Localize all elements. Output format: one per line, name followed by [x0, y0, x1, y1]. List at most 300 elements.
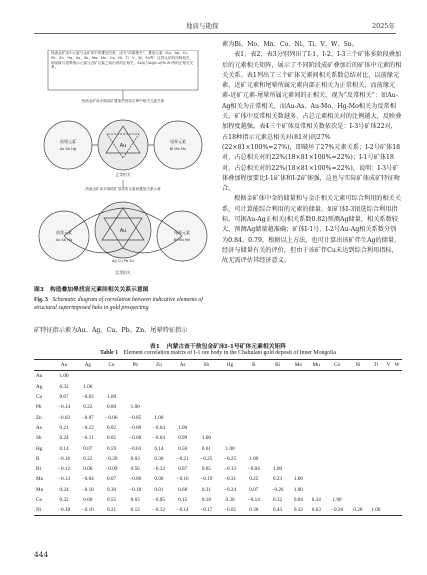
table-cell	[325, 392, 349, 402]
table-row	[34, 423, 402, 433]
table-cell	[385, 423, 392, 433]
tail-label-upper: 尾晕元素	[170, 139, 186, 144]
table-cell: −0.04	[152, 424, 165, 431]
row-label: Cu	[36, 394, 43, 401]
table-cell	[367, 495, 385, 505]
table-cell	[349, 423, 367, 433]
table-cell	[218, 392, 242, 402]
table-cell	[123, 382, 147, 392]
table-cell	[349, 495, 367, 505]
table-cell	[242, 382, 266, 392]
table-cell: −0.18	[52, 505, 76, 516]
table-cell	[307, 454, 325, 464]
column-header	[34, 360, 52, 371]
table-cell: 0.63	[307, 505, 325, 516]
table-cell	[266, 382, 290, 392]
table-cell	[349, 371, 367, 382]
table-cell	[325, 433, 349, 443]
table-cell	[171, 382, 195, 392]
table-cell: 0.00	[154, 476, 164, 483]
table-cell: 0.03	[130, 497, 140, 503]
right-paragraph-3: 根据金矿体中金的储量和与金正相关元素可综合利用的相关关系，可计算能综合利用的元素的储量。如矿体I-3银选综合利用指标，可据Au-Ag正相关(相关系数0.82)预测Ag储量，相关系数较大，预测Ag储量越准确；矿体I-1号、I-2号Au-Ag相关系数分别为0.84、0.79，根据以上方法，也可计算出该矿伴生Ag的储量。经济与储量有关的评价，但由于该矿伴Cu未达到综合利用指标，故无需评估其经济意义。	[222, 195, 402, 265]
table-cell	[349, 474, 367, 484]
table-cell	[385, 464, 392, 474]
table-cell: −0.12	[81, 424, 94, 431]
front-elements-upper: As Sb Hg	[59, 147, 77, 151]
table-cell	[367, 443, 385, 453]
column-header: Zn	[147, 360, 171, 371]
table-cell	[307, 402, 325, 412]
table-cell	[349, 485, 367, 495]
table-cell: −0.05	[152, 497, 165, 503]
table-cell	[385, 474, 392, 484]
column-header: W	[392, 360, 402, 371]
table-cell	[367, 371, 385, 382]
table-cell	[307, 382, 325, 392]
table-cell: 0.04	[293, 497, 303, 503]
table-cell: 0.00	[106, 404, 117, 411]
table-cell: 0.03	[130, 455, 140, 462]
table-cell	[242, 443, 266, 453]
table-cell: −0.05	[129, 414, 142, 421]
table-cell	[171, 412, 195, 422]
table-cell	[218, 371, 242, 382]
table-cell	[367, 474, 385, 484]
table-caption-cn	[34, 341, 402, 350]
table-cell	[289, 402, 307, 412]
table-cell	[195, 402, 219, 412]
row-label: Bi	[36, 466, 41, 473]
table-title-cn: 内蒙古查干敖包金矿床I-1号矿体元素相关矩阵	[166, 344, 287, 350]
upper-caption: 热液金矿床多期成矿叠加后的原生晕中相关元素关系	[81, 99, 165, 103]
table-cell	[76, 371, 100, 382]
table-cell	[307, 433, 325, 443]
table-cell	[385, 433, 392, 443]
table-cell	[325, 443, 349, 453]
column-header: Sb	[195, 360, 219, 371]
table-cell	[266, 392, 290, 402]
table-row	[34, 485, 402, 495]
table-row	[34, 454, 402, 464]
table-cell	[385, 443, 392, 453]
correlation-matrix-table	[34, 359, 402, 516]
table-cell	[392, 433, 402, 443]
table-cell: 0.31	[201, 486, 211, 493]
table-cell	[195, 382, 219, 392]
table-row	[34, 495, 402, 505]
table-row	[34, 402, 402, 412]
column-header: Ti	[367, 360, 385, 371]
figure-label-cn: 图3	[34, 287, 44, 293]
table-caption-en	[34, 350, 402, 356]
table-cell: 0.24	[59, 435, 69, 442]
row-label: B	[36, 455, 40, 462]
table-row	[34, 412, 402, 422]
table-cell: −0.08	[129, 424, 142, 431]
table-cell	[100, 371, 124, 382]
table-cell	[289, 392, 307, 402]
column-header: Mn	[307, 360, 325, 371]
table-cell: −0.10	[76, 505, 100, 516]
table-cell: −0.18	[129, 486, 142, 493]
table-cell	[392, 412, 402, 422]
table-cell: 0.12	[123, 505, 147, 516]
row-label: Mo	[36, 476, 44, 483]
table-cell	[123, 392, 147, 402]
table-cell: 1.00	[178, 424, 188, 431]
table-cell: 1.00	[59, 373, 69, 380]
table-cell	[242, 433, 266, 443]
table-cell: 0.24	[59, 486, 69, 493]
table-cell: −0.20	[105, 455, 118, 462]
table-cell	[307, 371, 325, 382]
tail-elements-upper: Bi Mo Mn	[169, 147, 187, 151]
table-cell	[349, 443, 367, 453]
column-header: V	[385, 360, 392, 371]
header-rule	[34, 33, 396, 34]
table-label-cn: 表1	[149, 344, 160, 350]
table-cell: 0.32	[289, 505, 307, 516]
row-label: Zn	[36, 414, 42, 421]
column-header: Co	[325, 360, 349, 371]
right-column	[222, 40, 402, 267]
table-cell	[325, 412, 349, 422]
table-cell: 0.02	[106, 424, 117, 431]
table-cell: 0.18	[201, 497, 211, 503]
table-cell	[242, 402, 266, 412]
table-cell	[367, 402, 385, 412]
column-header: B	[242, 360, 266, 371]
row-label: As	[36, 424, 42, 431]
table-header-row	[34, 360, 402, 371]
tail-elements-lower: Bi Mo Mn	[173, 238, 191, 242]
right-paragraph-2: 表1、表2、表3分别列出了I-1、I-2、I-3三个矿体多阶段叠加后的元素相关矩阵，展示了不同阶段成矿叠加后的矿体中元素的相关关系。表1列出了三个矿体元素间相关系数总结对比，以前缘元素、近矿元素和尾晕所属元素内部正相关为正常相关，而前缘元素-近矿元素-尾晕所属元素间的正相关，视为“反常相关”：如Au-Ag相关为正常相关，而Au-As、Au-Mo、Hg-Mo相关为反常相关，矿体中反常相关数越多，占总元素相关对的比例越大，反映叠加程度越强。表4三个矿体反常相关数依次是：I-3号矿体22对，占18种指示元素总相关对(81对)的27%(22×81×100%=27%)，即破坏了27%元素关系；I-2号矿体18对，占总相关对的22%(18×81×100%=22%)；I-1号矿体18对，占总相关对的22%(18×81×100%=22%)，说明：I-3号矿体叠加程度要比I-1矿体和I-2矿体强，这也与实际矿体成矿特征吻合。	[222, 51, 402, 193]
table-cell: 1.00	[154, 414, 164, 421]
table-cell	[218, 382, 242, 392]
column-header: Pb	[123, 360, 147, 371]
table-cell: −0.16	[176, 476, 189, 483]
upper-title: 正常相关	[115, 172, 131, 177]
table-cell: −0.12	[147, 505, 171, 516]
journal-year: 2025年	[372, 22, 396, 30]
table-row	[34, 433, 402, 443]
row-label: Sb	[36, 435, 42, 442]
table-cell	[242, 371, 266, 382]
center-au-lower: Au	[119, 228, 127, 234]
table-cell: 0.05	[106, 435, 117, 442]
front-label-lower: 前缘元素	[56, 230, 72, 235]
table-cell	[171, 392, 195, 402]
table-cell	[385, 412, 392, 422]
table-cell	[392, 505, 402, 516]
table-cell	[289, 382, 307, 392]
row-label: Ag	[36, 383, 43, 390]
table-cell	[385, 402, 392, 412]
table-cell	[367, 423, 385, 433]
table-cell: −0.03	[58, 414, 71, 421]
table-cell: −0.31	[224, 476, 237, 483]
table-cell: −0.06	[129, 476, 142, 483]
column-header: Cu	[100, 360, 124, 371]
lower-title: 反常相关	[115, 270, 131, 275]
table-cell: 0.00	[83, 497, 93, 503]
table-cell: 1.00	[272, 466, 283, 473]
table-row	[34, 443, 402, 453]
table-cell: 1.00	[367, 505, 385, 516]
center-au-upper: Au	[119, 143, 127, 149]
table-row	[34, 371, 402, 382]
table-cell: −0.26	[325, 505, 349, 516]
table-cell	[171, 371, 195, 382]
figure-title-en: Schematic diagram of correlation between indicative elements of structural superimposed halo in gold prospecting	[34, 297, 203, 312]
table-cell: 1.00	[130, 404, 140, 411]
table-cell	[266, 402, 290, 412]
front-label-upper: 前缘元素	[60, 139, 76, 144]
table-cell	[218, 423, 242, 433]
table-cell	[325, 474, 349, 484]
table-cell: 0.32	[59, 383, 69, 390]
table-cell: 0.61	[201, 445, 211, 452]
table-cell: 0.25	[249, 476, 259, 483]
row-label: Pb	[36, 404, 42, 411]
table-cell: −0.25	[224, 455, 237, 462]
table-cell	[325, 464, 349, 474]
table-cell: −0.04	[247, 466, 260, 473]
table-cell: 0.22	[83, 455, 93, 462]
table-cell	[385, 495, 392, 505]
table-row	[34, 474, 402, 484]
table-cell: 0.30	[242, 505, 266, 516]
table-cell	[392, 474, 402, 484]
table-cell	[307, 412, 325, 422]
table-cell: 0.00	[83, 466, 93, 473]
table-cell	[385, 382, 392, 392]
table-cell	[392, 495, 402, 505]
table-cell: 0.56	[178, 445, 188, 452]
figure-3-diagram	[34, 50, 212, 280]
lower-caption: 热液金矿床多期成矿形成的元素间叠加关系示意	[85, 187, 161, 191]
table-cell: −0.07	[81, 414, 94, 421]
table-cell: −0.13	[58, 476, 71, 483]
table-cell	[367, 485, 385, 495]
table-cell	[367, 392, 385, 402]
table-cell	[392, 402, 402, 412]
figure-caption-en	[34, 296, 214, 312]
table-cell	[367, 382, 385, 392]
table-cell	[289, 443, 307, 453]
table-cell: 0.15	[178, 497, 188, 503]
table-cell: −0.05	[218, 505, 242, 516]
table-cell: 1.00	[83, 383, 93, 390]
figure-3-svg	[34, 50, 212, 280]
column-header: Ni	[349, 360, 367, 371]
table-label-en: Table 1	[100, 350, 119, 356]
table-cell: −0.14	[171, 505, 195, 516]
table-cell	[392, 464, 402, 474]
table-cell	[367, 433, 385, 443]
table-cell: 0.32	[272, 497, 283, 503]
right-paragraph-1: 素为Bi、Mo、Mn、Co、Ni、Ti、V、W、Sn。	[222, 41, 358, 48]
table-cell: −0.09	[105, 466, 118, 473]
tail-label-lower: 尾晕元素	[174, 230, 190, 235]
table-cell	[349, 412, 367, 422]
row-label: Co	[36, 497, 43, 503]
table-cell: −0.13	[224, 466, 237, 473]
table-cell	[392, 392, 402, 402]
table-cell	[266, 454, 290, 464]
table-cell	[266, 371, 290, 382]
table-cell	[195, 412, 219, 422]
table-cell: −0.14	[58, 404, 71, 411]
table-cell: −0.14	[247, 497, 260, 503]
table-cell	[266, 433, 290, 443]
table-cell	[307, 392, 325, 402]
table-cell: 0.28	[349, 505, 367, 516]
table-cell: 0.67	[59, 394, 69, 401]
table-cell	[289, 423, 307, 433]
table-cell: −0.12	[152, 466, 165, 473]
table-cell: 0.68	[178, 486, 188, 493]
table-cell: 0.21	[100, 505, 124, 516]
page-number: 444	[34, 550, 49, 559]
near-elements-lower: Ag Cu Pb Zn	[111, 259, 135, 263]
table-cell: −0.18	[81, 486, 94, 493]
table-cell: 0.34	[311, 497, 321, 503]
table-cell	[289, 464, 307, 474]
table-cell	[385, 485, 392, 495]
row-label: Au	[36, 373, 43, 380]
table-cell	[392, 423, 402, 433]
left-column-text: 矿特征指示素为Au、Ag、Cu、Pb、Zn，尾晕特征指示	[34, 327, 188, 334]
table-cell: −0.11	[81, 435, 94, 442]
table-cell: −0.24	[224, 486, 237, 493]
table-cell	[289, 412, 307, 422]
table-cell	[218, 433, 242, 443]
table-cell: 1.00	[293, 476, 303, 483]
table-cell	[392, 443, 402, 453]
table-cell	[349, 454, 367, 464]
table-cell: 1.00	[106, 394, 117, 401]
figure-caption-cn	[34, 286, 214, 294]
table-cell	[367, 454, 385, 464]
table-cell: 0.36	[225, 497, 235, 503]
column-header: Hg	[218, 360, 242, 371]
table-cell: 1.00	[201, 435, 211, 442]
table-cell	[147, 382, 171, 392]
table-row	[34, 392, 402, 402]
table-cell	[266, 412, 290, 422]
table-cell: 0.30	[154, 455, 164, 462]
table-cell	[349, 402, 367, 412]
figure-label-en: Fig. 3	[34, 297, 48, 303]
table-cell: −0.17	[195, 505, 219, 516]
table-cell	[392, 454, 402, 464]
table-cell	[218, 402, 242, 412]
table-cell: 0.43	[266, 505, 290, 516]
table-cell: 1.00	[225, 445, 235, 452]
table-cell	[325, 382, 349, 392]
front-circle	[44, 121, 92, 169]
table-cell	[147, 392, 171, 402]
table-cell	[385, 505, 392, 516]
table-cell: 0.14	[154, 445, 164, 452]
table-cell	[307, 485, 325, 495]
table-title-en: Element correlation matrix of I-1 ore body in the Chahulani gold deposit of Inner Mongolia	[123, 350, 336, 356]
table-cell: 0.14	[59, 445, 69, 452]
table-cell	[385, 392, 392, 402]
table-cell: 0.32	[59, 497, 69, 503]
row-label: Ni	[34, 505, 52, 516]
table-row	[34, 464, 402, 474]
table-cell	[289, 454, 307, 464]
table-cell	[349, 433, 367, 443]
column-header: Au	[52, 360, 76, 371]
table-cell	[349, 464, 367, 474]
table-cell: 0.07	[178, 466, 188, 473]
table-cell: −0.04	[152, 435, 165, 442]
table-cell	[392, 371, 402, 382]
table-cell: −0.04	[81, 476, 94, 483]
table-cell: 0.07	[106, 476, 117, 483]
table-cell: −0.26	[271, 486, 284, 493]
table-cell	[325, 485, 349, 495]
table-cell	[242, 392, 266, 402]
table-body	[34, 371, 402, 516]
table-cell	[289, 371, 307, 382]
table-cell	[195, 423, 219, 433]
table-cell	[147, 371, 171, 382]
table-cell	[266, 423, 290, 433]
table-cell: −0.03	[81, 394, 94, 401]
table-cell	[349, 392, 367, 402]
journal-name: 地质与勘探	[186, 22, 219, 30]
table-cell: 0.01	[154, 486, 164, 493]
table-cell: 0.99	[178, 435, 188, 442]
table-cell	[242, 412, 266, 422]
legend-text: 热液金矿床中元素与金矿床中的叠加关系，成为“同源相关”，叠加元素（Au、Ag、Cu、Pb、Zn、Hg、As、Sb、Mo、Mn、Co、Ni、Ti、V、W、Sn等）这样认识的同源相关，即前缘与尾晕指示元素与近矿元素之间出现的正相关，As(I)与Ag(Cu)Pb Zn等的正相关关系。	[51, 51, 194, 70]
table-cell: 0.55	[106, 497, 117, 503]
table-cell: 0.56	[130, 466, 140, 473]
table-cell: −0.25	[200, 455, 213, 462]
table-cell	[218, 412, 242, 422]
row-label: Mn	[36, 486, 44, 493]
column-header: As	[171, 360, 195, 371]
table-cell: 0.21	[59, 424, 69, 431]
column-header: Mo	[289, 360, 307, 371]
column-header: Ag	[76, 360, 100, 371]
table-cell: 1.00	[249, 455, 259, 462]
table-cell	[349, 382, 367, 392]
table-cell: 0.07	[83, 445, 93, 452]
table-cell: 1.00	[293, 486, 303, 493]
table-cell	[100, 382, 124, 392]
table-cell	[307, 464, 325, 474]
table-cell	[195, 371, 219, 382]
table-cell: 0.59	[106, 445, 117, 452]
table-cell	[367, 464, 385, 474]
table-row	[34, 382, 402, 392]
table-cell	[325, 454, 349, 464]
table-cell: −0.06	[105, 414, 118, 421]
table-cell	[289, 433, 307, 443]
table-cell	[307, 423, 325, 433]
table-cell	[266, 443, 290, 453]
table-row	[34, 505, 402, 516]
table-cell: −0.21	[176, 455, 189, 462]
figure-title-cn: 构造叠加晕找盲元素间相关关系示意图	[49, 287, 149, 293]
table-cell	[123, 371, 147, 382]
table-cell	[325, 402, 349, 412]
